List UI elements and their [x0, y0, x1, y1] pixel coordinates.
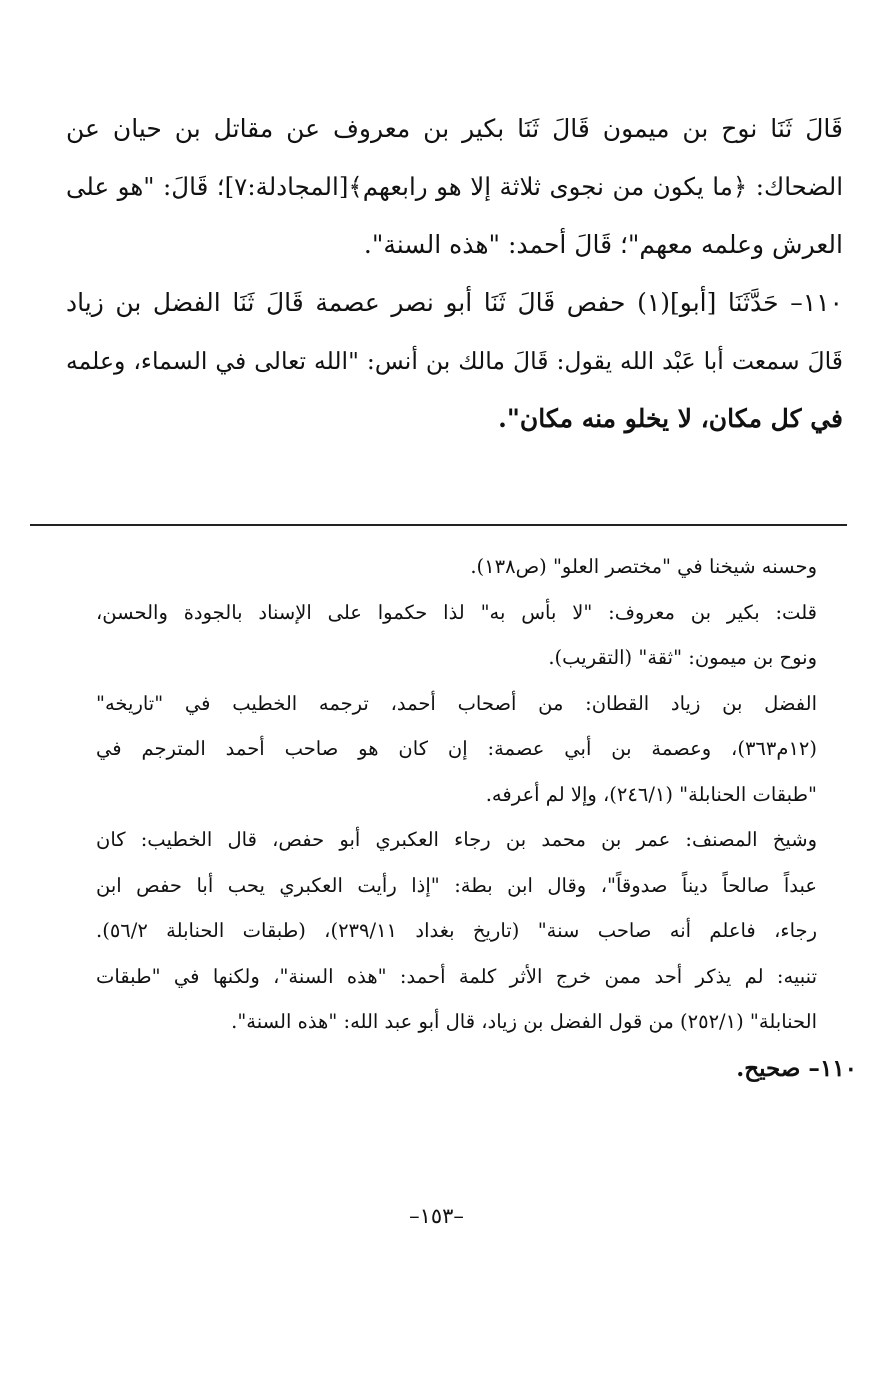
main-text-line: العرش وعلمه معهم"؛ قَالَ أحمد: "هذه السنة".: [363, 230, 843, 259]
footnote-line: تنبيه: لم يذكر أحد ممن خرج الأثر كلمة أحمد: "هذه السنة"، ولكنها في "طبقات: [96, 964, 817, 988]
footnotes: [96, 544, 857, 1093]
footnote-divider: [30, 524, 847, 526]
footnote-line: وحسنه شيخنا في "مختصر العلو" (ص١٣٨).: [470, 555, 817, 578]
footnote-line: رجاء، فاعلم أنه صاحب سنة" (تاريخ بغداد ٢٣٩/١١)، (طبقات الحنابلة ٥٦/٢).: [96, 919, 817, 942]
footnote-line: (١٢م٣٦٣)، وعصمة بن أبي عصمة: إن كان هو صاحب أحمد المترجم في: [96, 737, 817, 760]
footnote-line: الحنابلة" (٢٥٢/١) من قول الفضل بن زياد، قال أبو عبد الله: "هذه السنة".: [231, 1010, 817, 1033]
main-text: [66, 100, 843, 448]
footnote-line: وشيخ المصنف: عمر بن محمد بن رجاء العكبري أبو حفص، قال الخطيب: كان: [96, 828, 817, 851]
hadith-line: ١١٠– حَدَّثَنَا [أبو](١) حفص قَالَ ثَنَا أبو نصر عصمة قَالَ ثَنَا الفضل بن زياد: [66, 288, 843, 317]
hadith-line: في كل مكان، لا يخلو منه مكان".: [498, 404, 843, 433]
main-text-line: الضحاك: ﴿ما يكون من نجوى ثلاثة إلا هو رابعهم﴾[المجادلة:٧]؛ قَالَ: "هو على: [66, 172, 844, 201]
hadith-line: قَالَ سمعت أبا عَبْد الله يقول: قَالَ مالك بن أنس: "الله تعالى في السماء، وعلمه: [66, 347, 843, 375]
footnote-line: ونوح بن ميمون: "ثقة" (التقريب).: [548, 646, 817, 669]
footnote-line: عبداً صالحاً ديناً صدوقاً"، وقال ابن بطة: "إذا رأيت العكبري يحب أبا حفص ابن: [96, 873, 817, 897]
footnote-line: الفضل بن زياد القطان: من أصحاب أحمد، ترجمه الخطيب في "تاريخه": [96, 691, 817, 715]
main-text-line: قَالَ ثَنَا نوح بن ميمون قَالَ ثَنَا بكير بن معروف عن مقاتل بن حيان عن: [66, 114, 843, 143]
page-number: –١٥٣–: [409, 1204, 464, 1228]
footnote-line: "طبقات الحنابلة" (٢٤٦/١)، وإلا لم أعرفه.: [485, 782, 817, 806]
hadith-grade: ١١٠– صحيح.: [736, 1054, 857, 1082]
footnote-line: قلت: بكير بن معروف: "لا بأس به" لذا حكموا على الإسناد بالجودة والحسن،: [96, 600, 817, 624]
